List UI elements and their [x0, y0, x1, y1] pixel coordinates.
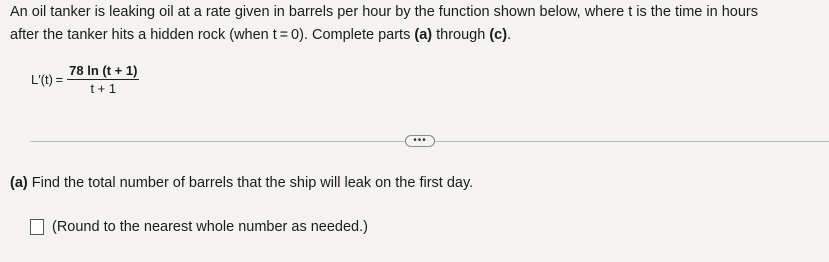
- formula-lhs: L′(t) =: [31, 72, 64, 87]
- part-a-question: [10, 175, 473, 191]
- answer-input[interactable]: [30, 219, 44, 235]
- rounding-hint: (Round to the nearest whole number as needed.): [52, 219, 368, 235]
- expand-more-button[interactable]: •••: [405, 135, 435, 147]
- problem-intro-line-2: [10, 24, 825, 47]
- part-c-reference: (c): [489, 27, 508, 43]
- rate-formula: [31, 63, 139, 96]
- period-text: .: [507, 27, 512, 43]
- problem-statement: [10, 1, 825, 47]
- part-a-text: Find the total number of barrels that the ship will leak on the first day.: [27, 175, 474, 191]
- through-text: through: [432, 27, 490, 43]
- answer-row: [30, 219, 368, 235]
- part-a-reference: (a): [414, 27, 433, 43]
- part-a-label: (a): [10, 175, 28, 191]
- problem-intro-text: after the tanker hits a hidden rock (when t = 0). Complete parts: [10, 27, 415, 43]
- problem-intro-line-1: An oil tanker is leaking oil at a rate given in barrels per hour by the function shown below, where t is the time in hours: [10, 4, 758, 20]
- formula-numerator: 78 ln (t + 1): [69, 63, 138, 78]
- formula-fraction: [67, 63, 139, 96]
- formula-denominator: t + 1: [90, 81, 117, 96]
